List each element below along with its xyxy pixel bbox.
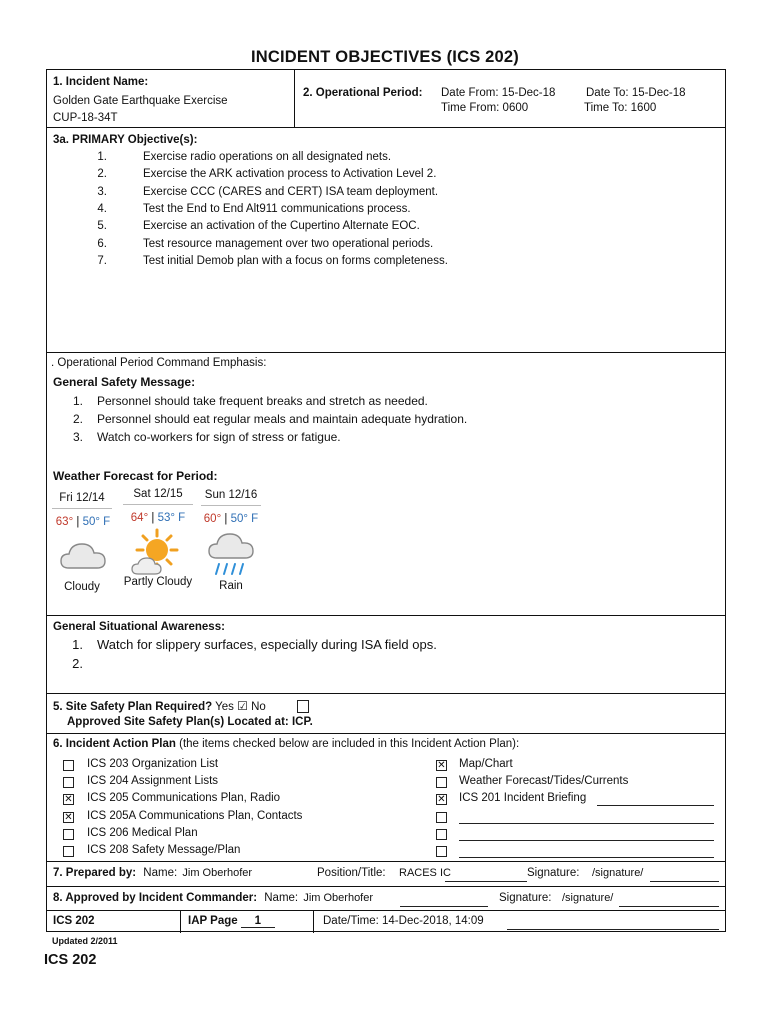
op-period-label: 2. Operational Period: [303, 87, 423, 99]
objective-text[interactable]: Exercise radio operations on all designated nets. [143, 151, 392, 163]
weather-condition: Rain [219, 580, 243, 592]
divider [47, 352, 725, 353]
no-label: No [251, 701, 266, 713]
awareness-text[interactable]: Watch for slippery surfaces, especially during ISA field ops. [97, 637, 437, 652]
divider [47, 910, 725, 911]
objective-text[interactable]: Test initial Demob plan with a focus on forms completeness. [143, 254, 448, 267]
iap-label: 6. Incident Action Plan [53, 738, 176, 750]
datetime-underline [507, 929, 719, 930]
iap-checkbox[interactable]: ✕ [64, 811, 73, 823]
iap-blank-line [459, 823, 714, 824]
iap-blank-line [597, 805, 714, 806]
iap-checkbox[interactable] [436, 846, 447, 857]
divider [47, 693, 725, 694]
iap-blank-line [459, 840, 714, 841]
temp-separator: | [76, 516, 80, 528]
rain-icon [207, 530, 257, 578]
prepared-row [53, 867, 252, 879]
iap-item-label: ICS 203 Organization List [87, 758, 219, 770]
weather-condition: Cloudy [64, 581, 100, 593]
updated-note: Updated 2/2011 [52, 936, 118, 946]
time-from[interactable]: Time From: 0600 [441, 102, 529, 114]
temp-high: 63° [55, 516, 74, 528]
weather-day: Fri 12/14 [59, 492, 105, 504]
yes-label: Yes [215, 701, 234, 713]
prepared-name-label: Name: [143, 867, 178, 879]
objective-number: 1. [97, 151, 107, 163]
date-from[interactable]: Date From: 15-Dec-18 [441, 87, 556, 99]
objective-text[interactable]: Exercise the ARK activation process to Activation Level 2. [143, 168, 437, 181]
temp-high: 60° [203, 513, 222, 525]
safety-number: 1. [72, 394, 83, 408]
safety-number: 3. [72, 430, 83, 444]
iap-note: (the items checked below are included in this Incident Action Plan): [179, 738, 520, 750]
incident-name-value[interactable]: Golden Gate Earthquake Exercise [53, 95, 228, 107]
iap-page-number[interactable]: 1 [241, 916, 275, 928]
prepared-signature[interactable]: /signature/ [592, 867, 644, 879]
weather-day: Sun 12/16 [204, 489, 258, 501]
iap-item-label: ICS 204 Assignment Lists [87, 775, 219, 788]
weather-day: Sat 12/15 [133, 488, 183, 500]
divider [313, 910, 314, 933]
awareness-number: 1. [72, 637, 83, 652]
approved-signature[interactable]: /signature/ [562, 892, 614, 904]
temp-separator: | [151, 512, 155, 524]
location-value[interactable]: ICP. [291, 716, 313, 728]
datetime-label: Date/Time: [323, 915, 379, 927]
objective-number: 3. [97, 185, 107, 198]
objective-text[interactable]: Exercise an activation of the Cupertino Alternate EOC. [143, 220, 420, 233]
objective-number: 6. [97, 237, 107, 250]
weather-condition: Partly Cloudy [123, 576, 193, 588]
safety-number: 2. [72, 412, 83, 426]
date-to[interactable]: Date To: 15-Dec-18 [586, 87, 686, 99]
divider [47, 886, 725, 887]
emphasis-label: . Operational Period Command Emphasis: [51, 357, 267, 369]
objective-text[interactable]: Test the End to End Alt911 communications process. [143, 202, 411, 215]
temp-low: 50° F [230, 513, 259, 525]
prepared-signature-label: Signature: [527, 867, 580, 879]
cloudy-icon [59, 538, 109, 574]
safety-text[interactable]: Personnel should eat regular meals and maintain adequate hydration. [97, 412, 468, 426]
page-title: INCIDENT OBJECTIVES (ICS 202) [250, 48, 520, 66]
divider [47, 127, 725, 128]
iap-item-label: ICS 205 Communications Plan, Radio [87, 792, 281, 805]
iap-item-label: ICS 205A Communications Plan, Contacts [87, 809, 303, 822]
objectives-label: 3a. PRIMARY Objective(s): [53, 134, 198, 146]
datetime-value[interactable]: 14-Dec-2018, 14:09 [382, 915, 484, 927]
name-underline [400, 906, 488, 907]
divider [123, 504, 193, 505]
iap-page-label: IAP Page [188, 915, 238, 927]
approved-label: 8. Approved by Incident Commander: [53, 892, 258, 904]
approved-name-label: Name: [264, 892, 299, 904]
divider [294, 70, 295, 127]
iap-item-label: Weather Forecast/Tides/Currents [459, 775, 629, 788]
objective-text[interactable]: Exercise CCC (CARES and CERT) ISA team deployment. [143, 185, 439, 198]
objective-number: 7. [97, 254, 107, 267]
iap-checkbox[interactable] [436, 777, 447, 788]
iap-checkbox[interactable] [436, 829, 447, 840]
temp-separator: | [224, 513, 228, 525]
position-value[interactable]: RACES IC [399, 867, 451, 879]
iap-checkbox[interactable] [63, 846, 74, 857]
signature-underline [650, 881, 719, 882]
weather-temp [47, 516, 119, 528]
iap-blank-line [459, 857, 714, 858]
iap-item-label: ICS 208 Safety Message/Plan [87, 844, 241, 856]
temp-low: 50° F [82, 516, 111, 528]
footer-form-id: ICS 202 [53, 915, 95, 927]
iap-checkbox[interactable]: ✕ [64, 794, 73, 806]
awareness-label: General Situational Awareness: [53, 621, 225, 633]
iap-page-row [188, 915, 275, 928]
location-label: Approved Site Safety Plan(s) Located at: [67, 716, 289, 728]
objective-number: 2. [97, 168, 107, 181]
iap-item-label: ICS 206 Medical Plan [87, 826, 198, 839]
weather-label: Weather Forecast for Period: [53, 469, 218, 483]
approved-row [53, 892, 373, 904]
prepared-label: 7. Prepared by: [53, 867, 137, 879]
form-id-bottom: ICS 202 [44, 952, 97, 968]
safety-message-label: General Safety Message: [53, 375, 196, 389]
approved-signature-label: Signature: [499, 892, 552, 904]
weather-temp [118, 512, 198, 524]
divider [201, 505, 261, 506]
objective-number: 4. [97, 202, 107, 215]
time-to[interactable]: Time To: 1600 [584, 102, 657, 114]
iap-checkbox[interactable] [436, 812, 447, 823]
site-safety-location-row [67, 716, 313, 728]
temp-high: 64° [130, 512, 149, 524]
safety-text[interactable]: Personnel should take frequent breaks and stretch as needed. [97, 394, 428, 408]
iap-header [53, 738, 519, 750]
ics202-form [46, 69, 726, 932]
site-safety-row [53, 699, 266, 713]
incident-number-value[interactable]: CUP-18-34T [53, 112, 118, 124]
position-label: Position/Title: [317, 867, 386, 879]
iap-checkbox[interactable]: ✕ [437, 794, 446, 806]
divider [180, 910, 181, 933]
divider [47, 615, 725, 616]
position-underline [445, 881, 527, 882]
divider [52, 508, 112, 509]
objective-number: 5. [97, 220, 107, 233]
iap-checkbox[interactable]: ✕ [437, 760, 446, 771]
approved-name[interactable]: Jim Oberhofer [303, 892, 374, 904]
temp-low: 53° F [157, 512, 186, 524]
iap-item-label: Map/Chart [459, 758, 513, 770]
iap-checkbox[interactable] [63, 777, 74, 788]
datetime-row [323, 915, 484, 927]
iap-checkbox[interactable] [63, 829, 74, 840]
partly-cloudy-icon [129, 528, 181, 576]
yes-checkbox[interactable]: ☑ [237, 699, 248, 713]
incident-name-label: 1. Incident Name: [53, 76, 149, 88]
weather-temp [195, 513, 267, 525]
iap-item-label: ICS 201 Incident Briefing [459, 792, 587, 805]
no-checkbox[interactable] [297, 700, 309, 713]
iap-checkbox[interactable] [63, 760, 74, 771]
objective-text[interactable]: Test resource management over two operational periods. [143, 237, 434, 250]
site-safety-label: 5. Site Safety Plan Required? [53, 701, 213, 713]
signature-underline [619, 906, 719, 907]
awareness-number: 2. [72, 656, 83, 671]
divider [47, 861, 725, 862]
divider [47, 733, 725, 734]
safety-text[interactable]: Watch co-workers for sign of stress or fatigue. [97, 430, 341, 444]
prepared-name[interactable]: Jim Oberhofer [182, 867, 253, 879]
